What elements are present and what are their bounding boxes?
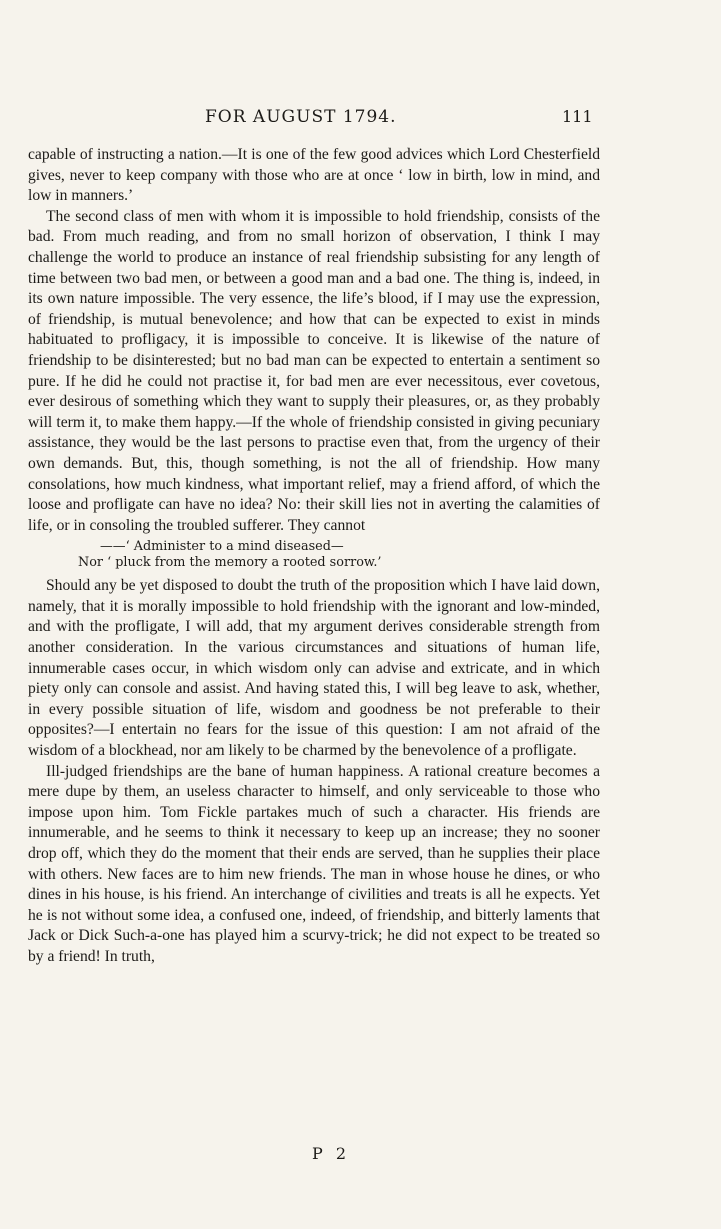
paragraph-bad-men: The second class of men with whom it is impossible to hold friendship, consists of the bad. From much reading, and from no small horizon of observation, I think I may challenge the world to produce an instance of real friendship subsisting for any length of time between two bad men, or between a good man and a bad one. The thing is, indeed, in its own nature impossible. The very essence, the life’s blood, if I may use the expression, of friendship, is mutual benevolence; and how that can be expected to exist in minds habituated to profligacy, it is impossible to conceive. It is likewise of the nature of friendship to be disinterested; but no bad man can be expected to entertain a sentiment so pure. If he did he could not practise it, for bad men are ever necessitous, ever covetous, ever desirous of something which they want to supply their pleasures, or, as they probably will term it, to make them happy.—If the whole of friendship consisted in giving pecuniary assistance, they would be the last persons to practise even that, from the urgency of their own demands. But, this, though something, is not the all of friendship. How many consolations, how much kindness, what important relief, may a friend afford, of which the loose and profligate can have no idea? No: their skill lies not in averting the calamities of life, or in consoling the troubled sufferer. They cannot (28, 207, 600, 534)
page-header (0, 107, 721, 131)
paragraph-proposition: Should any be yet disposed to doubt the truth of the proposition which I have laid down, namely, that it is morally impossible to hold friendship with the ignorant and low-minded, and with the profligate, I will add, that my argument derives considerable strength from another consideration. In the various circumstances and situations of human life, innumerable cases occur, in which wisdom only can advise and extricate, and in which piety only can console and assist. And having stated this, I will beg leave to ask, whether, in every possible situation of life, wisdom and goodness be not preferable to their opposites?—I entertain no fears for the issue of this question: I am not afraid of the wisdom of a blockhead, nor am likely to be charmed by the benevolence of a profligate. (28, 577, 600, 760)
paragraph-ill-judged: Ill-judged friendships are the bane of human happiness. A rational creature becomes a mere dupe by them, an useless character to himself, and only serviceable to those who impose upon him. Tom Fickle partakes much of such a character. His friends are innumerable, and he seems to think it necessary to keep up an increase; they no sooner drop off, which they do the moment that their ends are served, than he supplies their place with others. New faces are to him new friends. The man in whose house he dines, or who dines in his house, is his friend. An interchange of civilities and treats is all he expects. Yet he is not without some idea, a confused one, indeed, of friendship, and bitterly laments that Jack or Dick Such-a-one has played him a scurvy-trick; he did not expect to be treated so by a friend! In truth, (28, 762, 600, 965)
verse-quote (78, 539, 600, 571)
signature-mark: P 2 (312, 1144, 351, 1163)
quote-line-2: Nor ‘ pluck from the memory a rooted sorrow.’ (78, 555, 382, 571)
running-head: FOR AUGUST 1794. (205, 107, 397, 127)
page-number: 111 (562, 107, 593, 126)
paragraph-continuation: capable of instructing a nation.—It is one of the few good advices which Lord Chesterfield gives, never to keep company with those who are at once ‘ low in birth, low in mind, and low in manners.’ (28, 146, 600, 205)
body-text (28, 145, 600, 968)
quote-line-1: ——‘ Administer to a mind diseased— (100, 539, 344, 555)
